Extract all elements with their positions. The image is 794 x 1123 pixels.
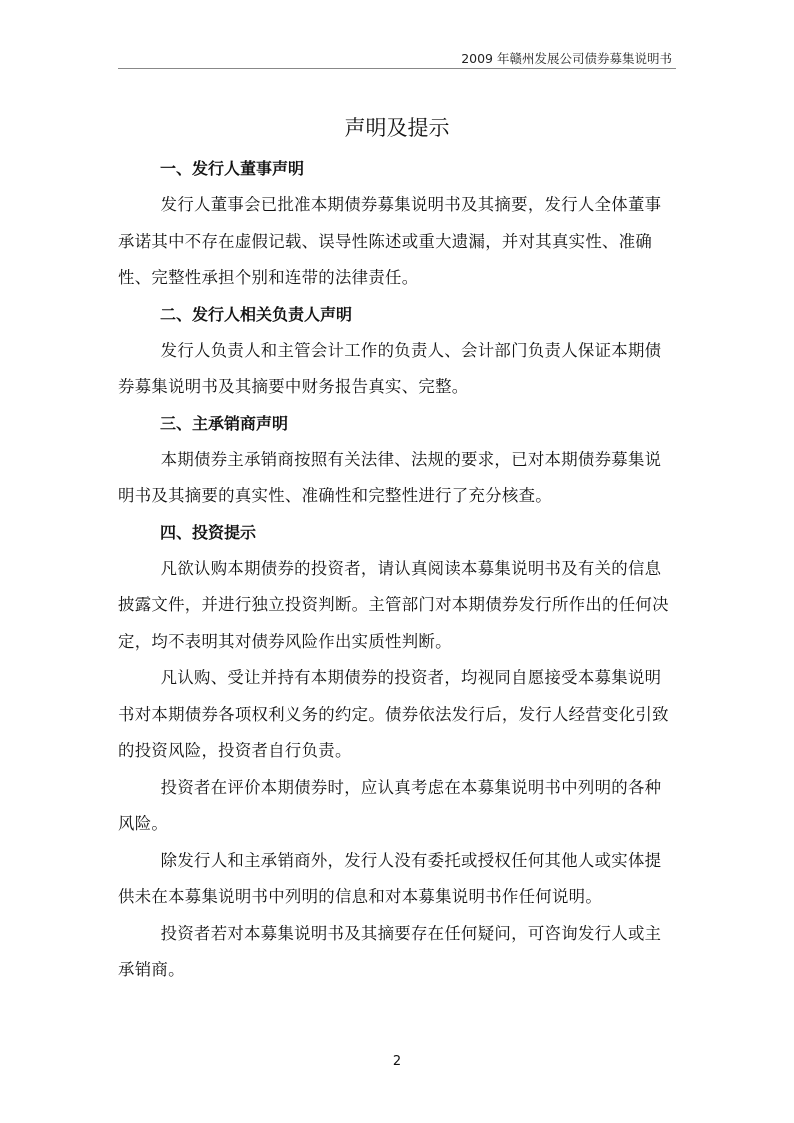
paragraph: 投资者若对本募集说明书及其摘要存在任何疑问，可咨询发行人或主承销商。 bbox=[118, 923, 662, 979]
document-title: 声明及提示 bbox=[344, 116, 450, 140]
section-officer-statement bbox=[118, 297, 676, 406]
page-number: 2 bbox=[392, 1054, 402, 1069]
section-heading: 二、发行人相关负责人声明 bbox=[160, 304, 353, 324]
header-title: 2009 年赣州发展公司债券募集说明书 bbox=[461, 51, 672, 66]
paragraph: 发行人董事会已批准本期债券募集说明书及其摘要，发行人全体董事承诺其中不存在虚假记载、误导性陈述或重大遗漏，并对其真实性、准确性、完整性承担个别和连带的法律责任。 bbox=[118, 195, 662, 287]
section-investment-notice bbox=[118, 515, 676, 989]
paragraph: 本期债券主承销商按照有关法律、法规的要求，已对本期债券募集说明书及其摘要的真实性、准确性和完整性进行了充分核查。 bbox=[118, 449, 662, 505]
document-body bbox=[118, 110, 676, 989]
section-director-statement bbox=[118, 151, 676, 297]
section-heading: 一、发行人董事声明 bbox=[160, 159, 305, 178]
section-underwriter-statement bbox=[118, 406, 676, 515]
page-header bbox=[118, 48, 676, 69]
paragraph: 发行人负责人和主管会计工作的负责人、会计部门负责人保证本期债券募集说明书及其摘要中财务报告真实、完整。 bbox=[118, 340, 662, 396]
paragraph: 凡欲认购本期债券的投资者，请认真阅读本募集说明书及有关的信息披露文件，并进行独立投资判断。主管部门对本期债券发行所作出的任何决定，均不表明其对债券风险作出实质性判断。 bbox=[118, 558, 669, 651]
paragraph: 投资者在评价本期债券时，应认真考虑在本募集说明书中列明的各种风险。 bbox=[118, 777, 662, 833]
section-heading: 三、主承销商声明 bbox=[160, 413, 289, 433]
paragraph: 凡认购、受让并持有本期债券的投资者，均视同自愿接受本募集说明书对本期债券各项权利义务的约定。债券依法发行后，发行人经营变化引致的投资风险，投资者自行负责。 bbox=[118, 668, 669, 760]
paragraph: 除发行人和主承销商外，发行人没有委托或授权任何其他人或实体提供未在本募集说明书中列明的信息和对本募集说明书作任何说明。 bbox=[118, 850, 662, 906]
section-heading: 四、投资提示 bbox=[160, 522, 257, 542]
